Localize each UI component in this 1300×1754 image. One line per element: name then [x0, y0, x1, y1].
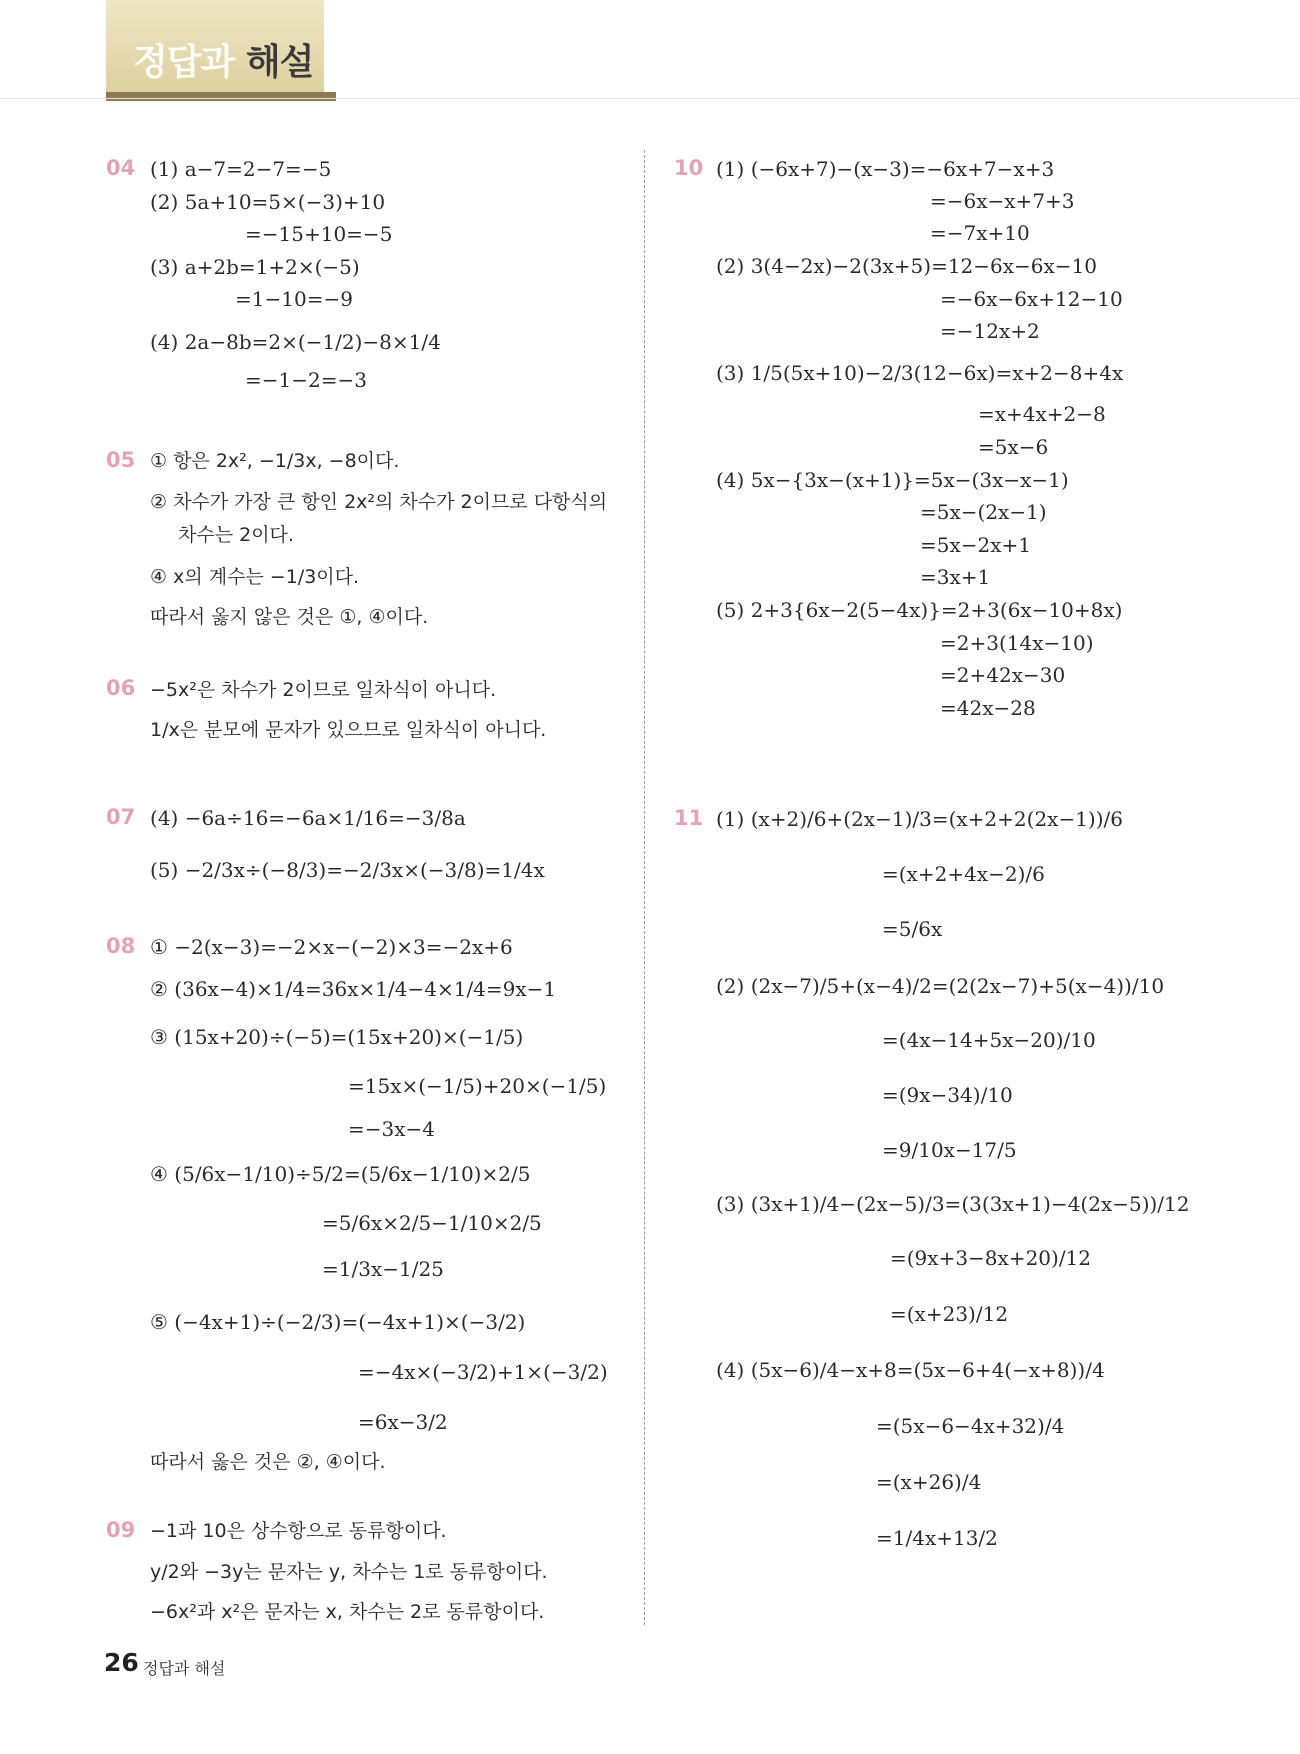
- solution-line: =−1−2=−3: [245, 368, 367, 392]
- page-number: 26: [104, 1648, 139, 1677]
- solution-line: (2) (2x−7)/5+(x−4)/2=(2(2x−7)+5(x−4))/10: [716, 974, 1165, 998]
- solution-line: =(9x+3−8x+20)/12: [890, 1246, 1092, 1270]
- problem-number: 07: [106, 805, 136, 829]
- solution-line: (5) −2/3x÷(−8/3)=−2/3x×(−3/8)=1/4x: [150, 858, 545, 882]
- solution-line: =5x−6: [978, 435, 1049, 459]
- solution-line: =5/6x×2/5−1/10×2/5: [322, 1211, 542, 1235]
- solution-line: =−15+10=−5: [245, 222, 393, 246]
- problem-number: 04: [106, 156, 136, 180]
- solution-line: ④ x의 계수는 −1/3이다.: [150, 566, 360, 588]
- solution-line: (3) (3x+1)/4−(2x−5)/3=(3(3x+1)−4(2x−5))/12: [716, 1192, 1190, 1216]
- page-title-part-1: 정답과: [133, 42, 246, 83]
- header-rule: [0, 98, 1300, 99]
- solution-line: (5) 2+3{6x−2(5−4x)}=2+3(6x−10+8x): [716, 598, 1123, 622]
- page-title: [133, 34, 313, 85]
- solution-line: −6x²과 x²은 문자는 x, 차수는 2로 동류항이다.: [150, 1601, 545, 1623]
- solution-line: =1/4x+13/2: [876, 1526, 998, 1550]
- solution-line: =−6x−x+7+3: [930, 189, 1075, 213]
- solution-line: 1/x은 분모에 문자가 있으므로 일차식이 아니다.: [150, 719, 547, 741]
- solution-line: ⑤ (−4x+1)÷(−2/3)=(−4x+1)×(−3/2): [150, 1310, 526, 1334]
- solution-line: (2) 3(4−2x)−2(3x+5)=12−6x−6x−10: [716, 254, 1098, 278]
- solution-line: −5x²은 차수가 2이므로 일차식이 아니다.: [150, 679, 497, 701]
- page-title-part-2: 해설: [245, 42, 314, 83]
- solution-line: ④ (5/6x−1/10)÷5/2=(5/6x−1/10)×2/5: [150, 1162, 531, 1186]
- solution-line: =3x+1: [920, 565, 991, 589]
- problem-number: 08: [106, 934, 136, 958]
- solution-line: ② 차수가 가장 큰 항인 2x²의 차수가 2이므로 다항식의: [150, 491, 608, 513]
- solution-line: =−4x×(−3/2)+1×(−3/2): [358, 1360, 608, 1384]
- solution-line: =9/10x−17/5: [882, 1138, 1017, 1162]
- solution-line: =(x+2+4x−2)/6: [882, 862, 1045, 886]
- solution-line: (3) 1/5(5x+10)−2/3(12−6x)=x+2−8+4x: [716, 361, 1124, 385]
- solution-line: =−12x+2: [940, 319, 1040, 343]
- solution-line: =6x−3/2: [358, 1410, 448, 1434]
- solution-line: ① −2(x−3)=−2×x−(−2)×3=−2x+6: [150, 935, 513, 959]
- solution-line: =5x−2x+1: [920, 533, 1032, 557]
- solution-line: =42x−28: [940, 696, 1036, 720]
- solution-line: (4) 2a−8b=2×(−1/2)−8×1/4: [150, 330, 441, 354]
- solution-line: =5/6x: [882, 917, 943, 941]
- solution-line: =−6x−6x+12−10: [940, 287, 1123, 311]
- solution-line: =(9x−34)/10: [882, 1083, 1013, 1107]
- solution-line: =−7x+10: [930, 221, 1030, 245]
- solution-line: (3) a+2b=1+2×(−5): [150, 255, 360, 279]
- footer-label: 정답과 해설: [143, 1659, 226, 1678]
- solution-line: =(4x−14+5x−20)/10: [882, 1028, 1096, 1052]
- solution-line: =2+42x−30: [940, 663, 1066, 687]
- solution-line: ③ (15x+20)÷(−5)=(15x+20)×(−1/5): [150, 1025, 524, 1049]
- solution-line: =2+3(14x−10): [940, 631, 1094, 655]
- solution-line: (4) −6a÷16=−6a×1/16=−3/8a: [150, 806, 466, 830]
- solution-line: (1) (x+2)/6+(2x−1)/3=(x+2+2(2x−1))/6: [716, 807, 1123, 831]
- solution-line: =x+4x+2−8: [978, 402, 1106, 426]
- solution-line: =1/3x−1/25: [322, 1257, 444, 1281]
- solution-line: =(5x−6−4x+32)/4: [876, 1414, 1065, 1438]
- solution-line: 따라서 옳지 않은 것은 ①, ④이다.: [150, 606, 429, 628]
- problem-number: 11: [674, 806, 704, 830]
- problem-number: 06: [106, 676, 136, 700]
- solution-line: (4) (5x−6)/4−x+8=(5x−6+4(−x+8))/4: [716, 1358, 1105, 1382]
- solution-line: ② (36x−4)×1/4=36x×1/4−4×1/4=9x−1: [150, 977, 557, 1001]
- solution-line: =5x−(2x−1): [920, 500, 1047, 524]
- solution-line: 차수는 2이다.: [178, 524, 294, 546]
- problem-number: 10: [674, 156, 704, 180]
- solution-line: =1−10=−9: [235, 287, 353, 311]
- solution-line: 따라서 옳은 것은 ②, ④이다.: [150, 1451, 386, 1473]
- solution-line: =−3x−4: [348, 1117, 436, 1141]
- solution-line: (2) 5a+10=5×(−3)+10: [150, 190, 386, 214]
- solution-line: (4) 5x−{3x−(x+1)}=5x−(3x−x−1): [716, 468, 1069, 492]
- solution-line: =(x+26)/4: [876, 1470, 982, 1494]
- solution-line: (1) (−6x+7)−(x−3)=−6x+7−x+3: [716, 157, 1055, 181]
- solution-line: (1) a−7=2−7=−5: [150, 157, 332, 181]
- solution-line: ① 항은 2x², −1/3x, −8이다.: [150, 450, 400, 472]
- column-divider: [644, 150, 645, 1625]
- problem-number: 05: [106, 448, 136, 472]
- problem-number: 09: [106, 1518, 136, 1542]
- header-tab-shadow: [106, 92, 336, 101]
- solution-line: y/2와 −3y는 문자는 y, 차수는 1로 동류항이다.: [150, 1561, 548, 1583]
- solution-line: −1과 10은 상수항으로 동류항이다.: [150, 1520, 447, 1542]
- solution-line: =(x+23)/12: [890, 1302, 1009, 1326]
- solution-line: =15x×(−1/5)+20×(−1/5): [348, 1074, 607, 1098]
